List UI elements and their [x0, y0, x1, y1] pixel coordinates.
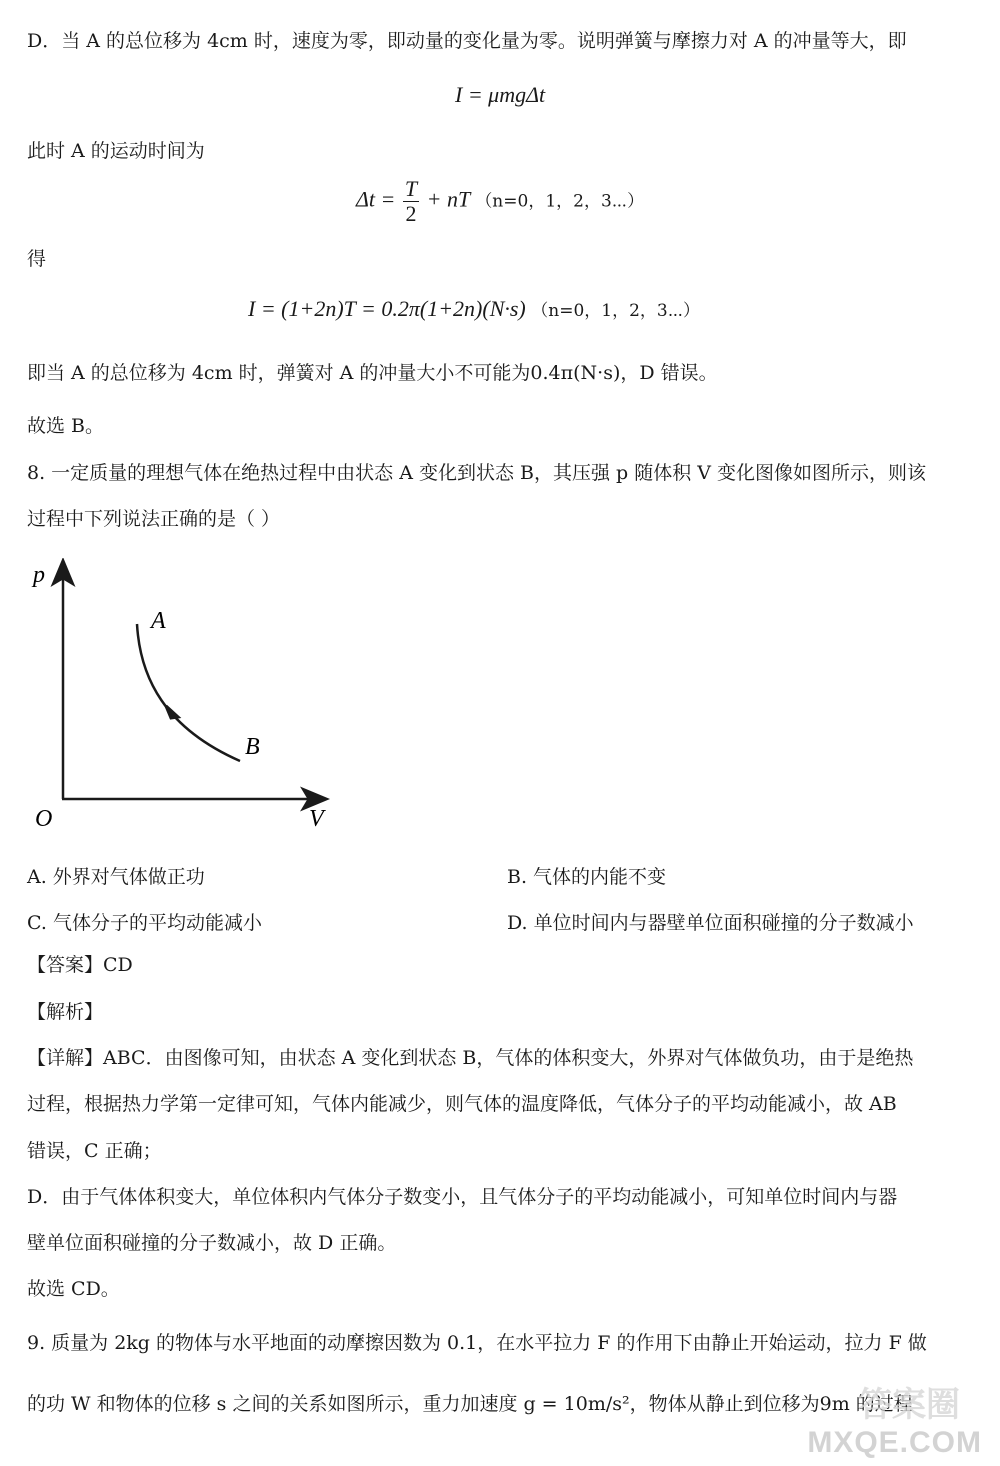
equation-impulse-result: [248, 296, 700, 322]
option-d-conclusion: 即当 A 的总位移为 4cm 时，弹簧对 A 的冲量大小不可能为0.4π(N·s)，D 错误。: [27, 362, 718, 384]
y-axis-label: p: [33, 562, 45, 588]
equation-impulse-condition: （n=0，1，2，3⋯）: [531, 301, 701, 321]
equation-impulse-body: I = (1+2n)T = 0.2π(1+2n)(N·s): [248, 296, 526, 321]
option-d-explanation: D．当 A 的总位移为 4cm 时，速度为零，即动量的变化量为零。说明弹簧与摩擦力对 A 的冲量等大，即: [27, 30, 907, 52]
state-b-label: B: [245, 734, 260, 760]
time-statement: 此时 A 的运动时间为: [27, 140, 205, 162]
fraction-numerator: T: [404, 176, 418, 201]
equation-impulse-friction: I = μmgΔt: [455, 82, 546, 107]
watermark-site: MXQE.COM: [807, 1426, 982, 1459]
fraction-denominator: 2: [405, 201, 417, 227]
pv-diagram: [25, 558, 345, 838]
option-c: C. 气体分子的平均动能减小: [27, 912, 262, 934]
equation-time-right: + nT: [426, 186, 470, 212]
fraction-t-over-2: [403, 177, 419, 226]
derivation-word: 得: [27, 248, 47, 270]
process-curve: [137, 624, 240, 761]
question-8-stem-line1: 8. 一定质量的理想气体在绝热过程中由状态 A 变化到状态 B，其压强 p 随体积 V 变化图像如图所示，则该: [27, 462, 927, 484]
question-9-stem-line1: 9. 质量为 2kg 的物体与水平地面的动摩擦因数为 0.1，在水平拉力 F 的作用下由静止开始运动，拉力 F 做: [27, 1332, 927, 1354]
equation-time: [356, 177, 644, 226]
option-a: A. 外界对气体做正功: [27, 866, 205, 888]
question-8-detail-line2: 过程，根据热力学第一定律可知，气体内能减少，则气体的温度降低，气体分子的平均动能减小，故 AB: [27, 1093, 897, 1115]
state-a-label: A: [151, 608, 166, 634]
equation-time-left: Δt =: [356, 186, 396, 212]
process-direction-arrow: [166, 706, 178, 718]
previous-answer-choice: 故选 B。: [27, 415, 105, 437]
question-8-detail-line5: 壁单位面积碰撞的分子数减小，故 D 正确。: [27, 1232, 397, 1254]
question-8-detail-line1: 【详解】ABC．由图像可知，由状态 A 变化到状态 B，气体的体积变大，外界对气体做负功，由于是绝热: [27, 1047, 914, 1069]
x-axis-label: V: [309, 806, 324, 832]
question-8-answer: 【答案】CD: [27, 954, 133, 976]
question-9-stem-line2: 的功 W 和物体的位移 s 之间的关系如图所示，重力加速度 g = 10m/s²，物体从静止到位移为9m 的过程: [27, 1393, 913, 1415]
question-8-detail-line4: D．由于气体体积变大，单位体积内气体分子数变小，且气体分子的平均动能减小，可知单位时间内与器: [27, 1186, 898, 1208]
option-d: D. 单位时间内与器壁单位面积碰撞的分子数减小: [507, 912, 914, 934]
question-8-stem-line2: 过程中下列说法正确的是（ ）: [27, 508, 281, 530]
option-b: B. 气体的内能不变: [507, 866, 667, 888]
question-8-analysis-label: 【解析】: [27, 1001, 104, 1023]
question-8-choice: 故选 CD。: [27, 1278, 120, 1300]
equation-time-condition: （n=0，1，2，3⋯）: [475, 191, 645, 212]
watermark-logo: 答案圈: [858, 1385, 960, 1425]
origin-label: O: [35, 806, 53, 832]
question-8-detail-line3: 错误，C 正确；: [27, 1140, 162, 1162]
